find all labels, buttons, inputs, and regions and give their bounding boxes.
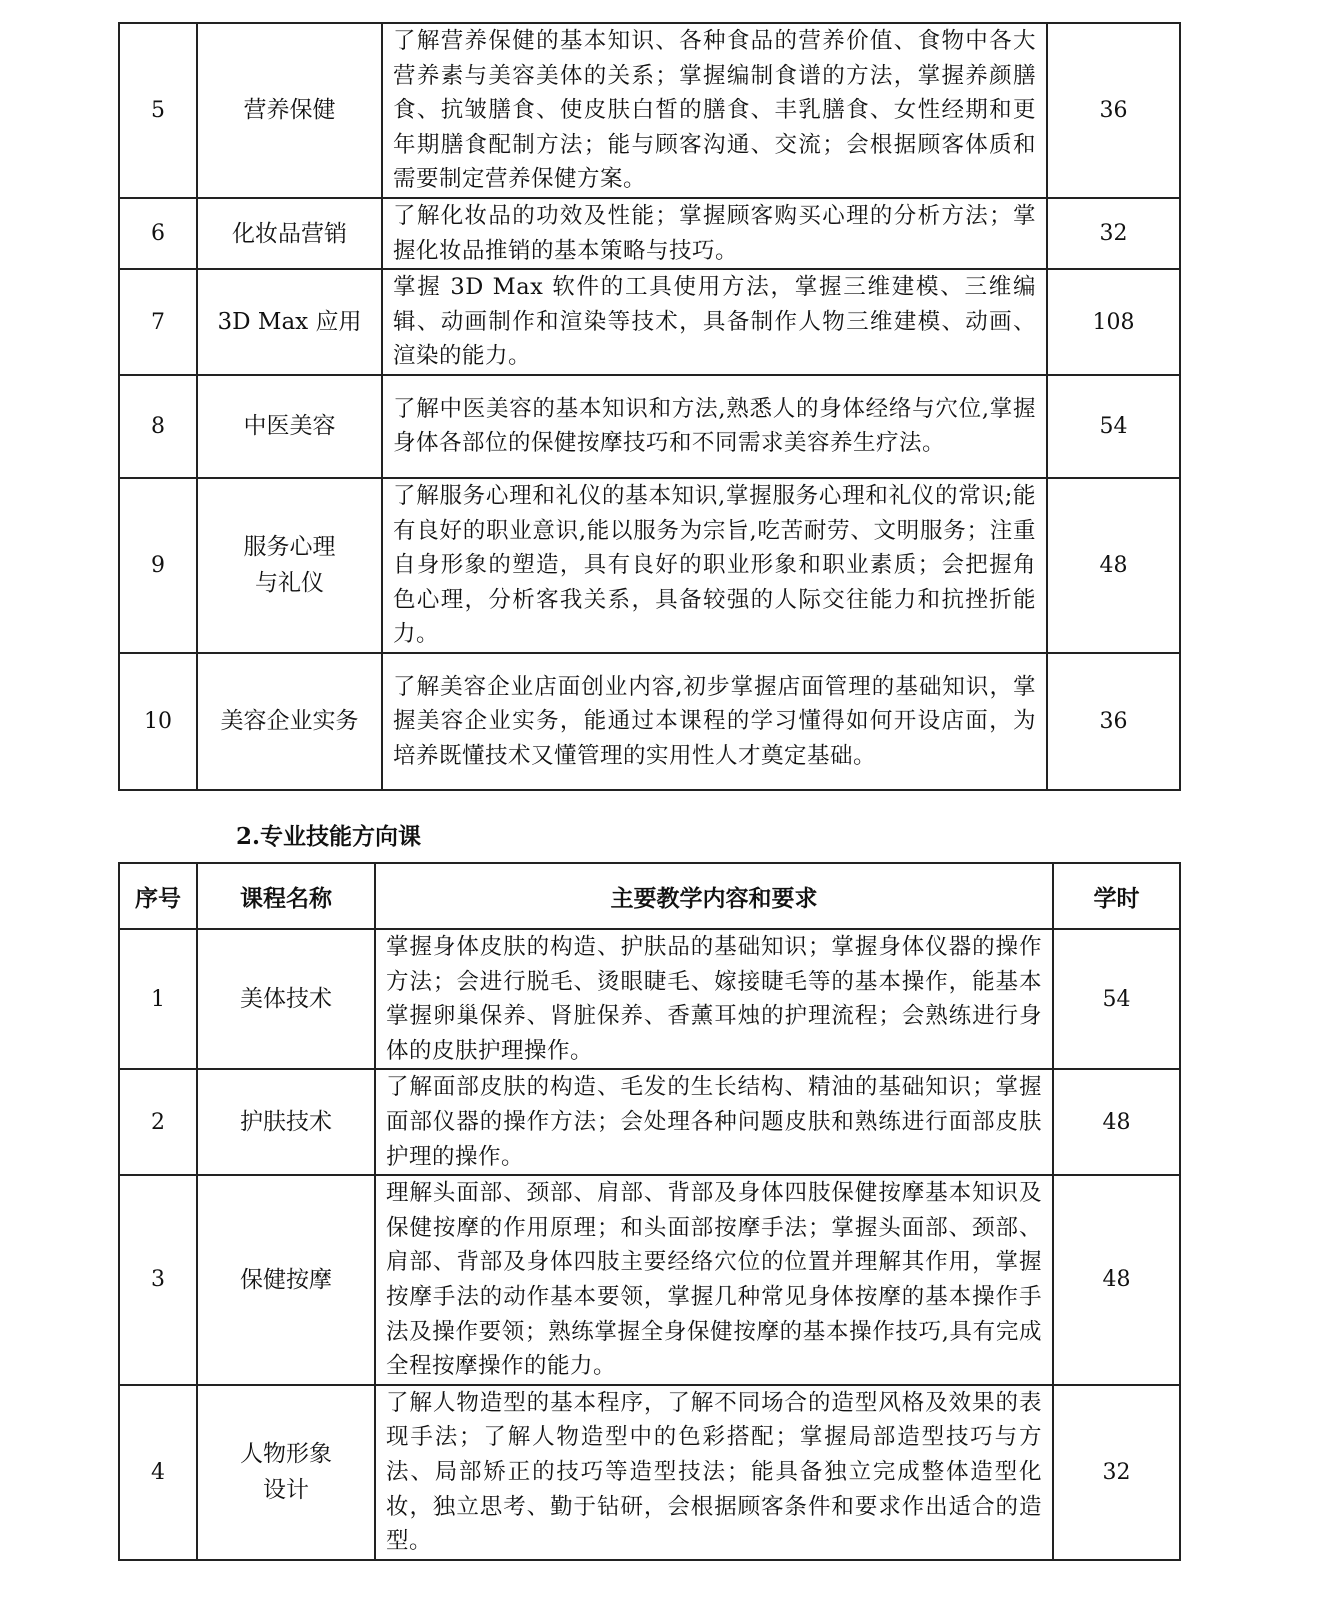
course-name-line: 中医美容 bbox=[243, 413, 336, 440]
course-table-bottom bbox=[118, 862, 1181, 1561]
course-hours: 108 bbox=[1047, 269, 1180, 375]
course-content: 掌握 3D Max 软件的工具使用方法，掌握三维建模、三维编辑、动画制作和渲染等技术，具备制作人物三维建模、动画、渲染的能力。 bbox=[382, 269, 1047, 375]
course-name-line: 人物形象 bbox=[240, 1441, 332, 1468]
course-hours: 36 bbox=[1047, 653, 1180, 790]
table-row bbox=[119, 1175, 1180, 1385]
course-name bbox=[197, 1069, 375, 1175]
row-number: 1 bbox=[119, 929, 197, 1069]
row-number: 6 bbox=[119, 198, 197, 269]
table-row bbox=[119, 269, 1180, 375]
row-number: 10 bbox=[119, 653, 197, 790]
header-hours: 学时 bbox=[1053, 863, 1180, 929]
course-content: 了解服务心理和礼仪的基本知识,掌握服务心理和礼仪的常识;能有良好的职业意识,能以服务为宗旨,吃苦耐劳、文明服务；注重自身形象的塑造，具有良好的职业形象和职业素质；会把握角色心理，分析客我关系，具备较强的人际交往能力和抗挫折能力。 bbox=[382, 478, 1047, 653]
course-name-line: 3D Max 应用 bbox=[217, 309, 362, 336]
course-name-line: 与礼仪 bbox=[255, 570, 324, 597]
course-hours: 48 bbox=[1053, 1175, 1180, 1385]
course-hours: 32 bbox=[1047, 198, 1180, 269]
course-name-line: 服务心理 bbox=[243, 534, 336, 561]
table-header-row bbox=[119, 863, 1180, 929]
course-name-line: 美容企业实务 bbox=[220, 708, 359, 735]
course-name bbox=[197, 23, 382, 198]
course-name bbox=[197, 929, 375, 1069]
course-content: 了解人物造型的基本程序，了解不同场合的造型风格及效果的表现手法；了解人物造型中的色彩搭配；掌握局部造型技巧与方法、局部矫正的技巧等造型技法；能具备独立完成整体造型化妆，独立思考、勤于钻研，会根据顾客条件和要求作出适合的造型。 bbox=[375, 1385, 1053, 1560]
course-name bbox=[197, 478, 382, 653]
row-number: 9 bbox=[119, 478, 197, 653]
course-hours: 48 bbox=[1047, 478, 1180, 653]
section-title: 2.专业技能方向课 bbox=[236, 823, 422, 850]
course-hours: 54 bbox=[1053, 929, 1180, 1069]
table-row bbox=[119, 198, 1180, 269]
course-name bbox=[197, 1175, 375, 1385]
table-row bbox=[119, 478, 1180, 653]
course-name bbox=[197, 198, 382, 269]
course-content: 理解头面部、颈部、肩部、背部及身体四肢保健按摩基本知识及保健按摩的作用原理；和头面部按摩手法；掌握头面部、颈部、肩部、背部及身体四肢主要经络穴位的位置并理解其作用，掌握按摩手法的动作基本要领，掌握几种常见身体按摩的基本操作手法及操作要领；熟练掌握全身保健按摩的基本操作技巧,具有完成全程按摩操作的能力。 bbox=[375, 1175, 1053, 1385]
row-number: 8 bbox=[119, 375, 197, 478]
course-name-line: 化妆品营销 bbox=[232, 220, 347, 247]
table-row bbox=[119, 653, 1180, 790]
course-content: 了解面部皮肤的构造、毛发的生长结构、精油的基础知识；掌握面部仪器的操作方法；会处理各种问题皮肤和熟练进行面部皮肤护理的操作。 bbox=[375, 1069, 1053, 1175]
course-hours: 54 bbox=[1047, 375, 1180, 478]
course-name bbox=[197, 653, 382, 790]
course-content: 了解营养保健的基本知识、各种食品的营养价值、食物中各大营养素与美容美体的关系；掌握编制食谱的方法，掌握养颜膳食、抗皱膳食、使皮肤白皙的膳食、丰乳膳食、女性经期和更年期膳食配制方法；能与顾客沟通、交流；会根据顾客体质和需要制定营养保健方案。 bbox=[382, 23, 1047, 198]
header-number: 序号 bbox=[119, 863, 197, 929]
course-hours: 36 bbox=[1047, 23, 1180, 198]
table-row bbox=[119, 1385, 1180, 1560]
course-content: 掌握身体皮肤的构造、护肤品的基础知识；掌握身体仪器的操作方法；会进行脱毛、烫眼睫毛、嫁接睫毛等的基本操作，能基本掌握卵巢保养、肾脏保养、香薰耳烛的护理流程；会熟练进行身体的皮肤护理操作。 bbox=[375, 929, 1053, 1069]
row-number: 7 bbox=[119, 269, 197, 375]
course-content: 了解中医美容的基本知识和方法,熟悉人的身体经络与穴位,掌握身体各部位的保健按摩技巧和不同需求美容养生疗法。 bbox=[382, 375, 1047, 478]
table-row bbox=[119, 929, 1180, 1069]
course-content: 了解美容企业店面创业内容,初步掌握店面管理的基础知识，掌握美容企业实务，能通过本课程的学习懂得如何开设店面，为培养既懂技术又懂管理的实用性人才奠定基础。 bbox=[382, 653, 1047, 790]
course-name-line: 营养保健 bbox=[243, 97, 336, 124]
course-name-line: 美体技术 bbox=[240, 986, 332, 1013]
row-number: 4 bbox=[119, 1385, 197, 1560]
header-content: 主要教学内容和要求 bbox=[375, 863, 1053, 929]
course-name-line: 设计 bbox=[263, 1477, 309, 1504]
table-row bbox=[119, 1069, 1180, 1175]
course-name bbox=[197, 269, 382, 375]
row-number: 3 bbox=[119, 1175, 197, 1385]
course-hours: 32 bbox=[1053, 1385, 1180, 1560]
course-name bbox=[197, 1385, 375, 1560]
course-table-top bbox=[118, 22, 1181, 791]
row-number: 2 bbox=[119, 1069, 197, 1175]
course-name-line: 保健按摩 bbox=[240, 1266, 332, 1293]
row-number: 5 bbox=[119, 23, 197, 198]
course-name-line: 护肤技术 bbox=[240, 1109, 332, 1136]
table-row bbox=[119, 23, 1180, 198]
table-row bbox=[119, 375, 1180, 478]
course-hours: 48 bbox=[1053, 1069, 1180, 1175]
course-content: 了解化妆品的功效及性能；掌握顾客购买心理的分析方法；掌握化妆品推销的基本策略与技巧。 bbox=[382, 198, 1047, 269]
course-name bbox=[197, 375, 382, 478]
header-course-name: 课程名称 bbox=[197, 863, 375, 929]
